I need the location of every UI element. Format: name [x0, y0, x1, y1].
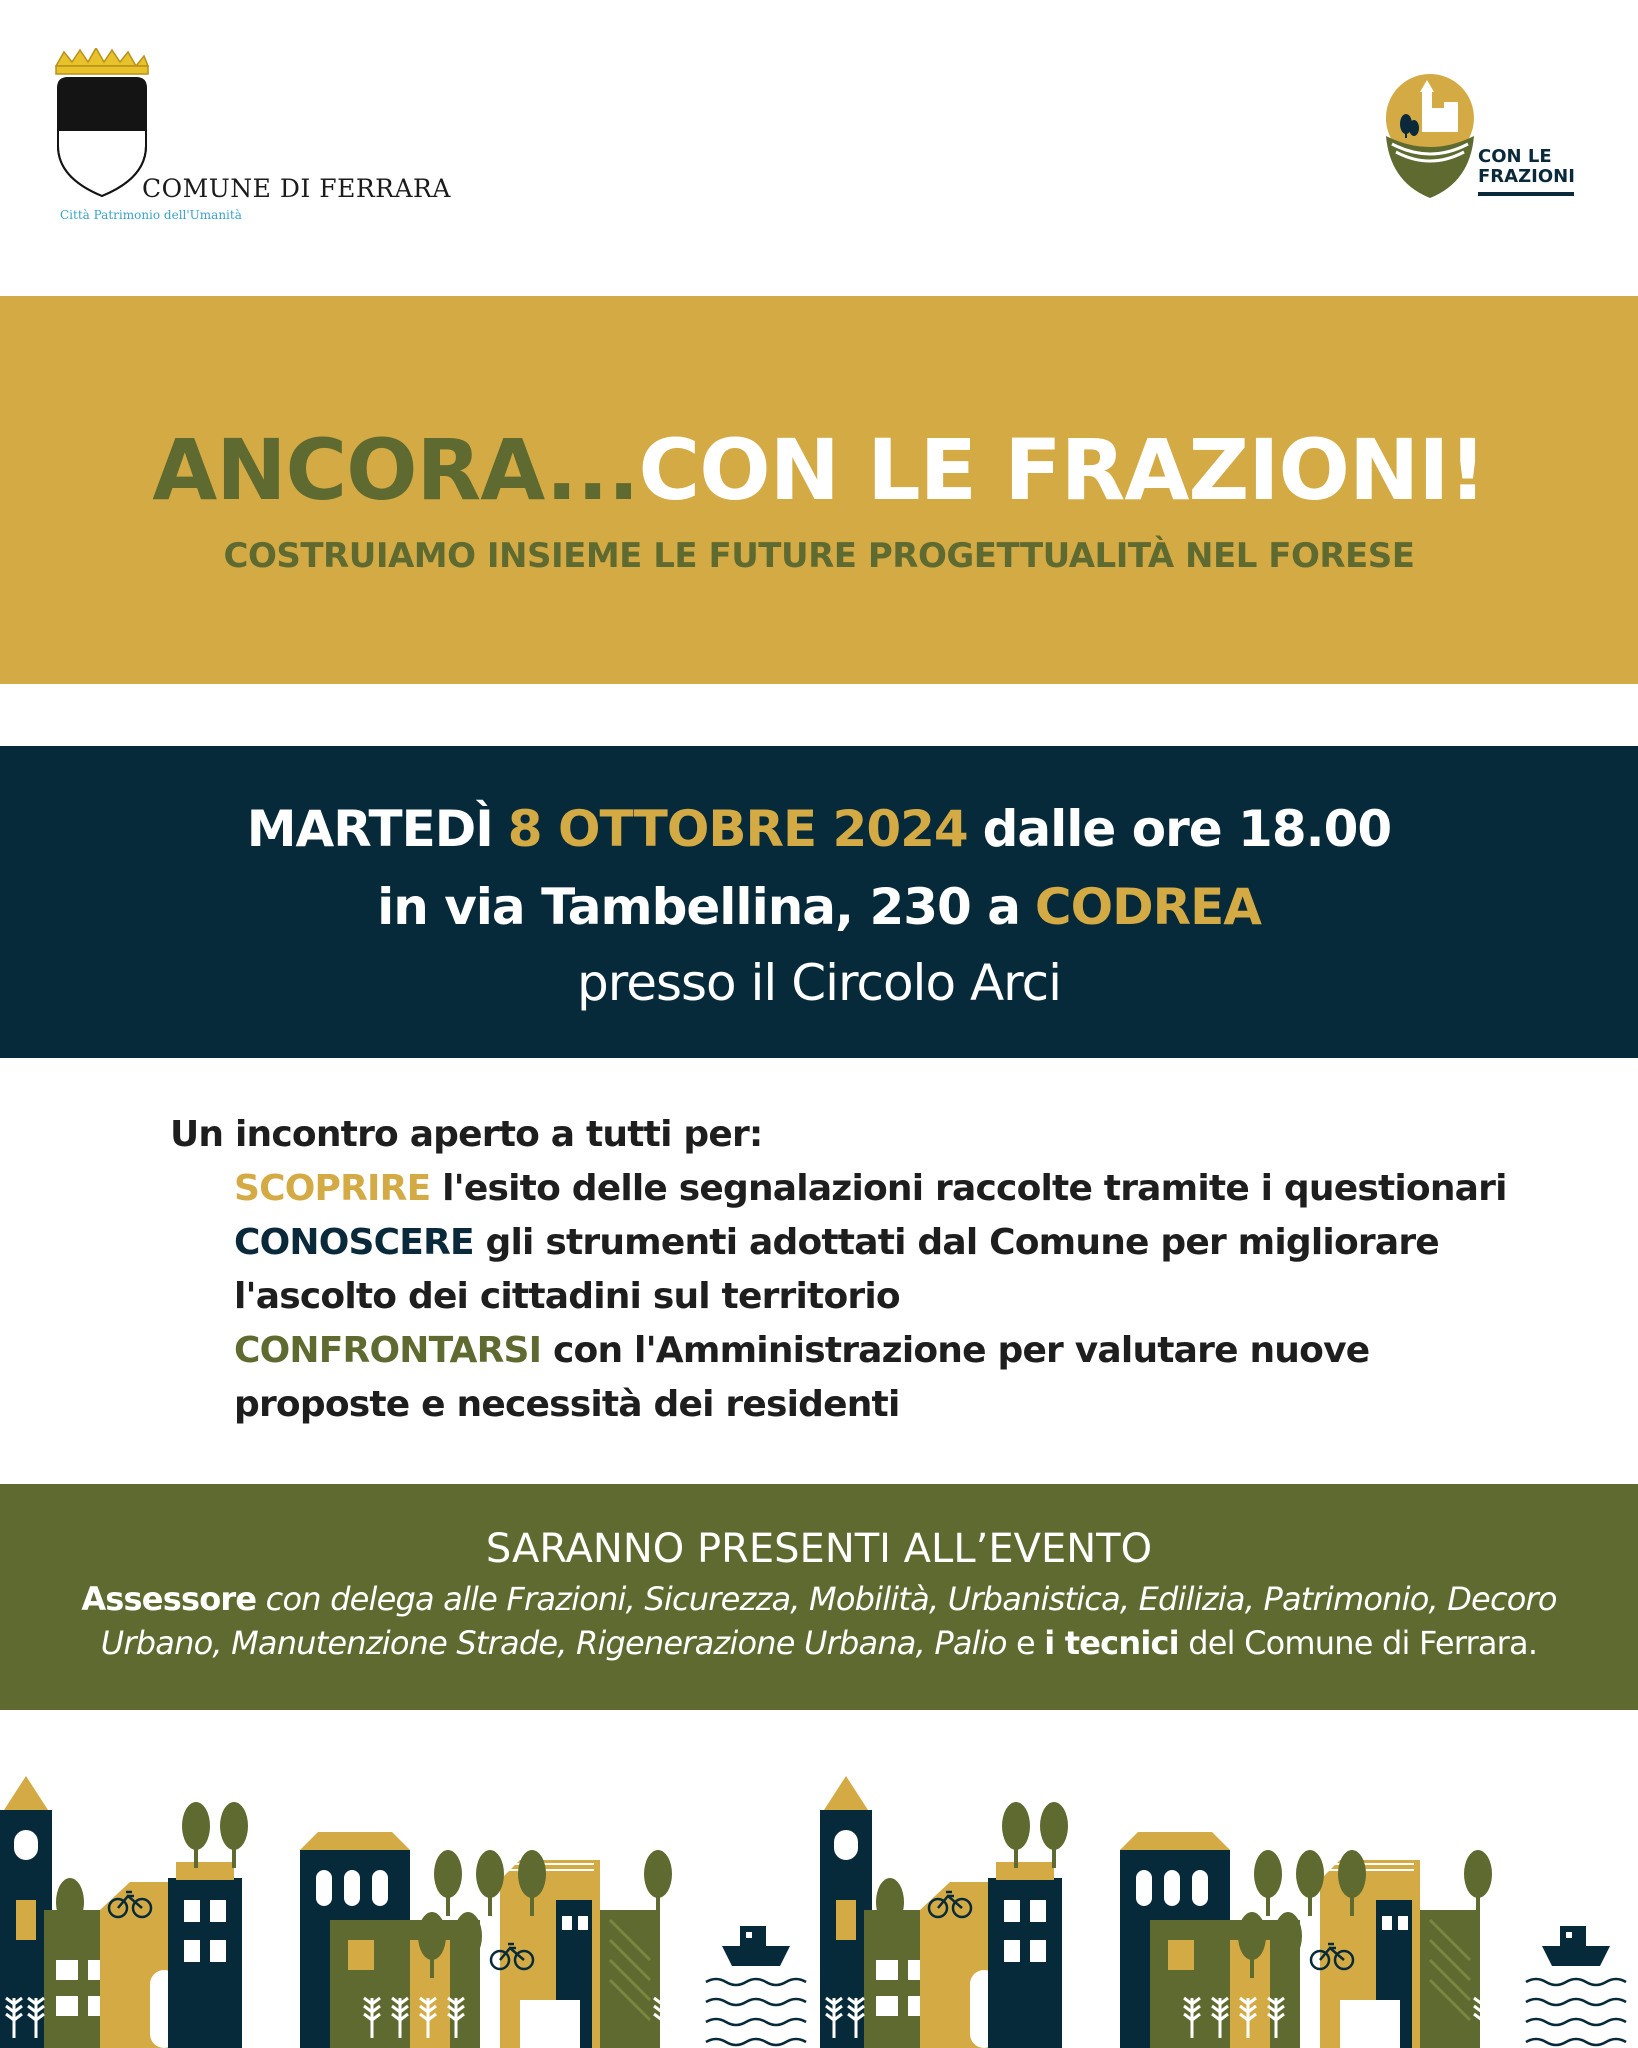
brand-line-2: FRAZIONI — [1478, 166, 1575, 187]
event-date-line — [0, 800, 1638, 858]
purpose-text: l'esito delle segnalazioni raccolte tramite i questionari — [442, 1168, 1507, 1209]
tecnici-label: i tecnici — [1044, 1624, 1179, 1662]
event-address-line — [0, 878, 1638, 936]
subtitle: COSTRUIAMO INSIEME LE FUTURE PROGETTUALITÀ NEL FORESE — [223, 536, 1415, 576]
purpose-item — [234, 1222, 1439, 1263]
purpose-keyword: CONFRONTARSI — [234, 1330, 542, 1371]
purpose-text-continued: l'ascolto dei cittadini sul territorio — [234, 1276, 900, 1317]
village-badge-icon — [1384, 72, 1476, 202]
comune-tagline: Città Patrimonio dell'Umanità — [60, 208, 242, 222]
purpose-item — [234, 1168, 1507, 1209]
title-part-1: ANCORA... — [152, 421, 639, 519]
brand-underline — [1478, 192, 1574, 196]
event-place: CODREA — [1034, 878, 1261, 936]
brand-line-1: CON LE — [1478, 146, 1552, 167]
purpose-keyword: SCOPRIRE — [234, 1168, 431, 1209]
tecnici-rest: del Comune di Ferrara. — [1188, 1624, 1538, 1662]
event-venue: presso il Circolo Arci — [577, 954, 1061, 1012]
purpose-text: gli strumenti adottati dal Comune per migliorare — [485, 1222, 1439, 1263]
town-skyline-illustration — [0, 1770, 1638, 2048]
ferrara-crest-icon — [52, 48, 152, 198]
event-time: dalle ore 18.00 — [982, 800, 1392, 858]
purpose-text-continued: proposte e necessità dei residenti — [234, 1384, 900, 1425]
event-date: 8 OTTOBRE 2024 — [507, 800, 968, 858]
delega-continued: Urbano, Manutenzione Strade, Rigenerazione Urbana, Palio — [100, 1624, 1007, 1662]
assessore-delega: con delega alle Frazioni, Sicurezza, Mobilità, Urbanistica, Edilizia, Patrimonio, Decoro — [265, 1580, 1557, 1618]
attendees-line-1 — [0, 1580, 1638, 1618]
conjunction: e — [1016, 1624, 1035, 1662]
assessore-label: Assessore — [81, 1580, 257, 1618]
purpose-keyword: CONOSCERE — [234, 1222, 474, 1263]
attendees-line-2 — [0, 1624, 1638, 1662]
main-title — [0, 418, 1638, 522]
event-address: in via Tambellina, 230 a — [377, 878, 1020, 936]
title-part-2: CON LE FRAZIONI! — [638, 421, 1486, 519]
attendees-heading: SARANNO PRESENTI ALL’EVENTO — [485, 1526, 1153, 1572]
purpose-text: con l'Amministrazione per valutare nuove — [553, 1330, 1370, 1371]
crown-icon — [56, 48, 148, 74]
event-day: MARTEDÌ — [246, 800, 493, 858]
purpose-intro: Un incontro aperto a tutti per: — [170, 1114, 763, 1155]
purpose-item — [234, 1330, 1369, 1371]
comune-name: COMUNE DI FERRARA — [142, 174, 451, 203]
